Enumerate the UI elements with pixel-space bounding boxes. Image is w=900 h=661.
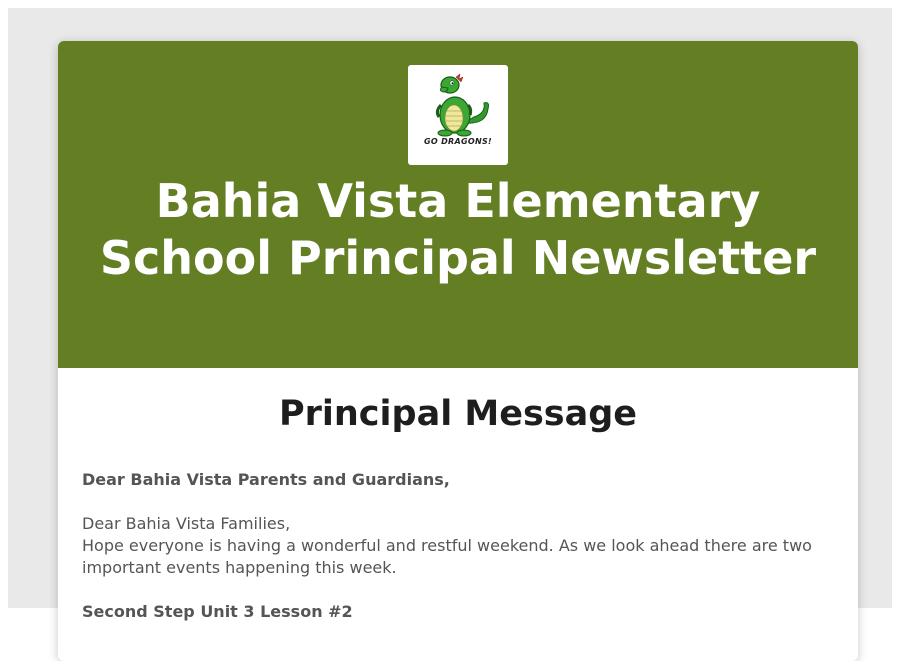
school-logo bbox=[408, 65, 508, 165]
section-heading: Principal Message bbox=[278, 394, 638, 434]
newsletter-header bbox=[58, 41, 858, 368]
intro-paragraph: Hope everyone is having a wonderful and restful weekend. As we look ahead there are two important events happening this week. bbox=[82, 536, 812, 577]
email-viewport bbox=[8, 8, 892, 621]
dragon-mascot-icon bbox=[408, 65, 508, 165]
newsletter-title: Bahia Vista Elementary School Principal Newsletter bbox=[99, 174, 817, 285]
salutation: Dear Bahia Vista Parents and Guardians, bbox=[82, 470, 450, 489]
logo-caption: GO DRAGONS! bbox=[424, 137, 492, 146]
newsletter-card bbox=[58, 41, 858, 661]
event-heading: Second Step Unit 3 Lesson #2 bbox=[82, 602, 353, 621]
greeting-line: Dear Bahia Vista Families, bbox=[82, 514, 291, 533]
